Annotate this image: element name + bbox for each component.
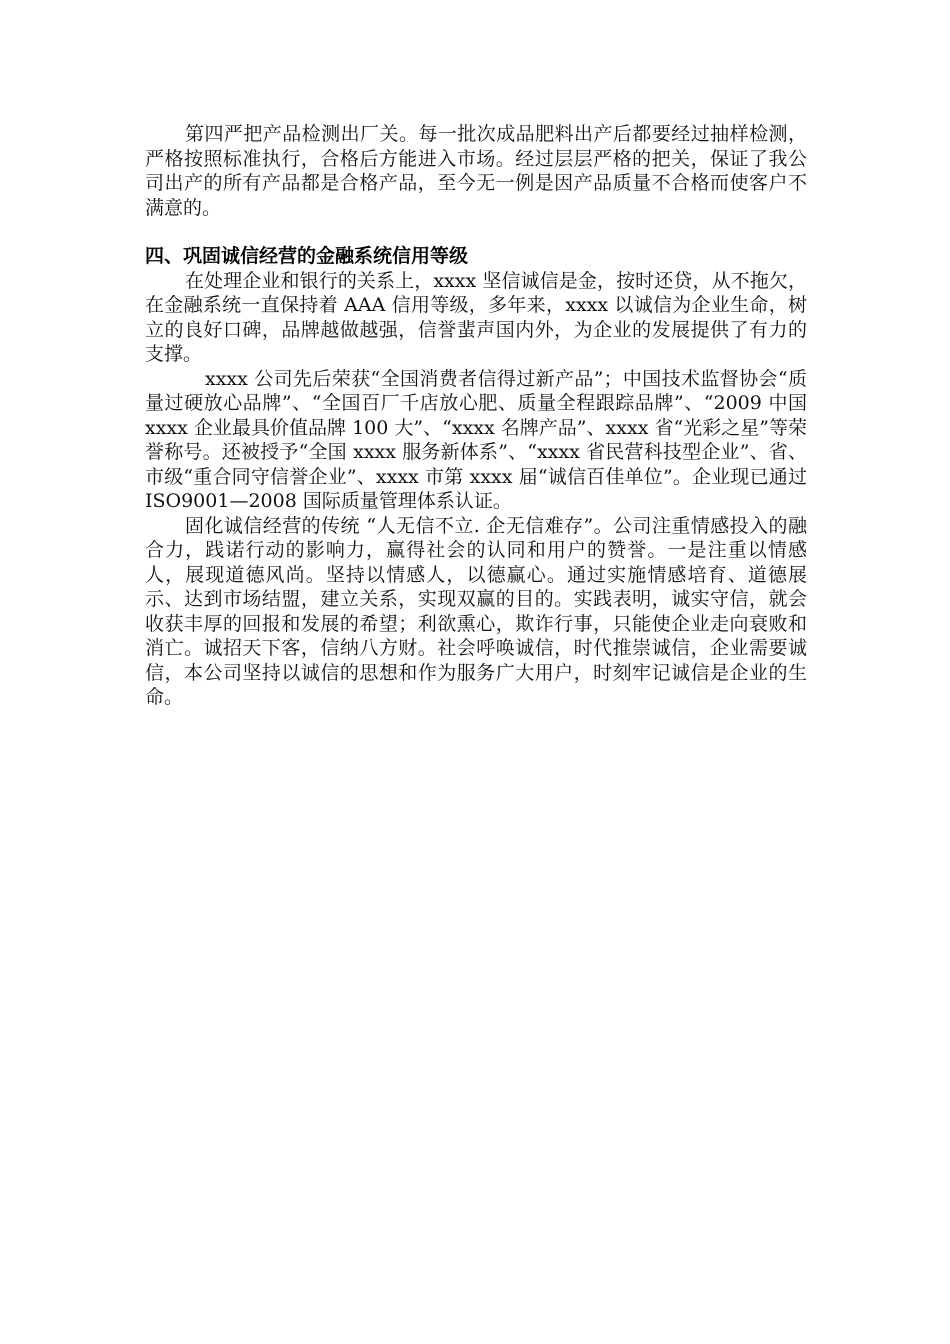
paragraph-product-inspection: 第四严把产品检测出厂关。每一批次成品肥料出产后都要经过抽样检测，严格按照标准执行，合格后方能进入市场。经过层层严格的把关，保证了我公司出产的所有产品都是合格产品，至今无一例是因产品质量不合格而使客户不满意的。 — [145, 123, 807, 219]
document-body — [145, 122, 807, 710]
paragraph-honors: xxxx 公司先后荣获“全国消费者信得过新产品”；中国技术监督协会“质量过硬放心品牌”、“全国百厂千店放心肥、质量全程跟踪品牌”、“2009 中国 xxxx 企业最具价值品牌 100 大”、“xxxx 名牌产品”、xxxx 省“光彩之星”等荣誉称号。还被授予“全国 xxxx 服务新体系”、“xxxx 省民营科技型企业”、省、市级“重合同守信誉企业”、xxxx 市第 xxxx 届“诚信百佳单位”。企业现已通过 ISO9001—2008 国际质量管理体系认证。 — [145, 367, 807, 512]
paragraph-integrity-tradition: 固化诚信经营的传统 “人无信不立. 企无信难存”。公司注重情感投入的融合力，践诺行动的影响力，赢得社会的认同和用户的赞誉。一是注重以情感人，展现道德风尚。坚持以情感人，以德赢心。通过实施情感培育、道德展示、达到市场结盟，建立关系，实现双赢的目的。实践表明，诚实守信，就会收获丰厚的回报和发展的希望；利欲熏心，欺诈行事，只能使企业走向衰败和消亡。诚招天下客，信纳八方财。社会呼唤诚信，时代推崇诚信，企业需要诚信，本公司坚持以诚信的思想和作为服务广大用户，时刻牢记诚信是企业的生命。 — [145, 514, 807, 708]
section-heading: 四、巩固诚信经营的金融系统信用等级 — [145, 245, 469, 267]
paragraph-bank-relations: 在处理企业和银行的关系上，xxxx 坚信诚信是金，按时还贷，从不拖欠，在金融系统一直保持着 AAA 信用等级，多年来，xxxx 以诚信为企业生命，树立的良好口碑，品牌越做越强，信誉蜚声国内外，为企业的发展提供了有力的支撑。 — [145, 269, 807, 365]
